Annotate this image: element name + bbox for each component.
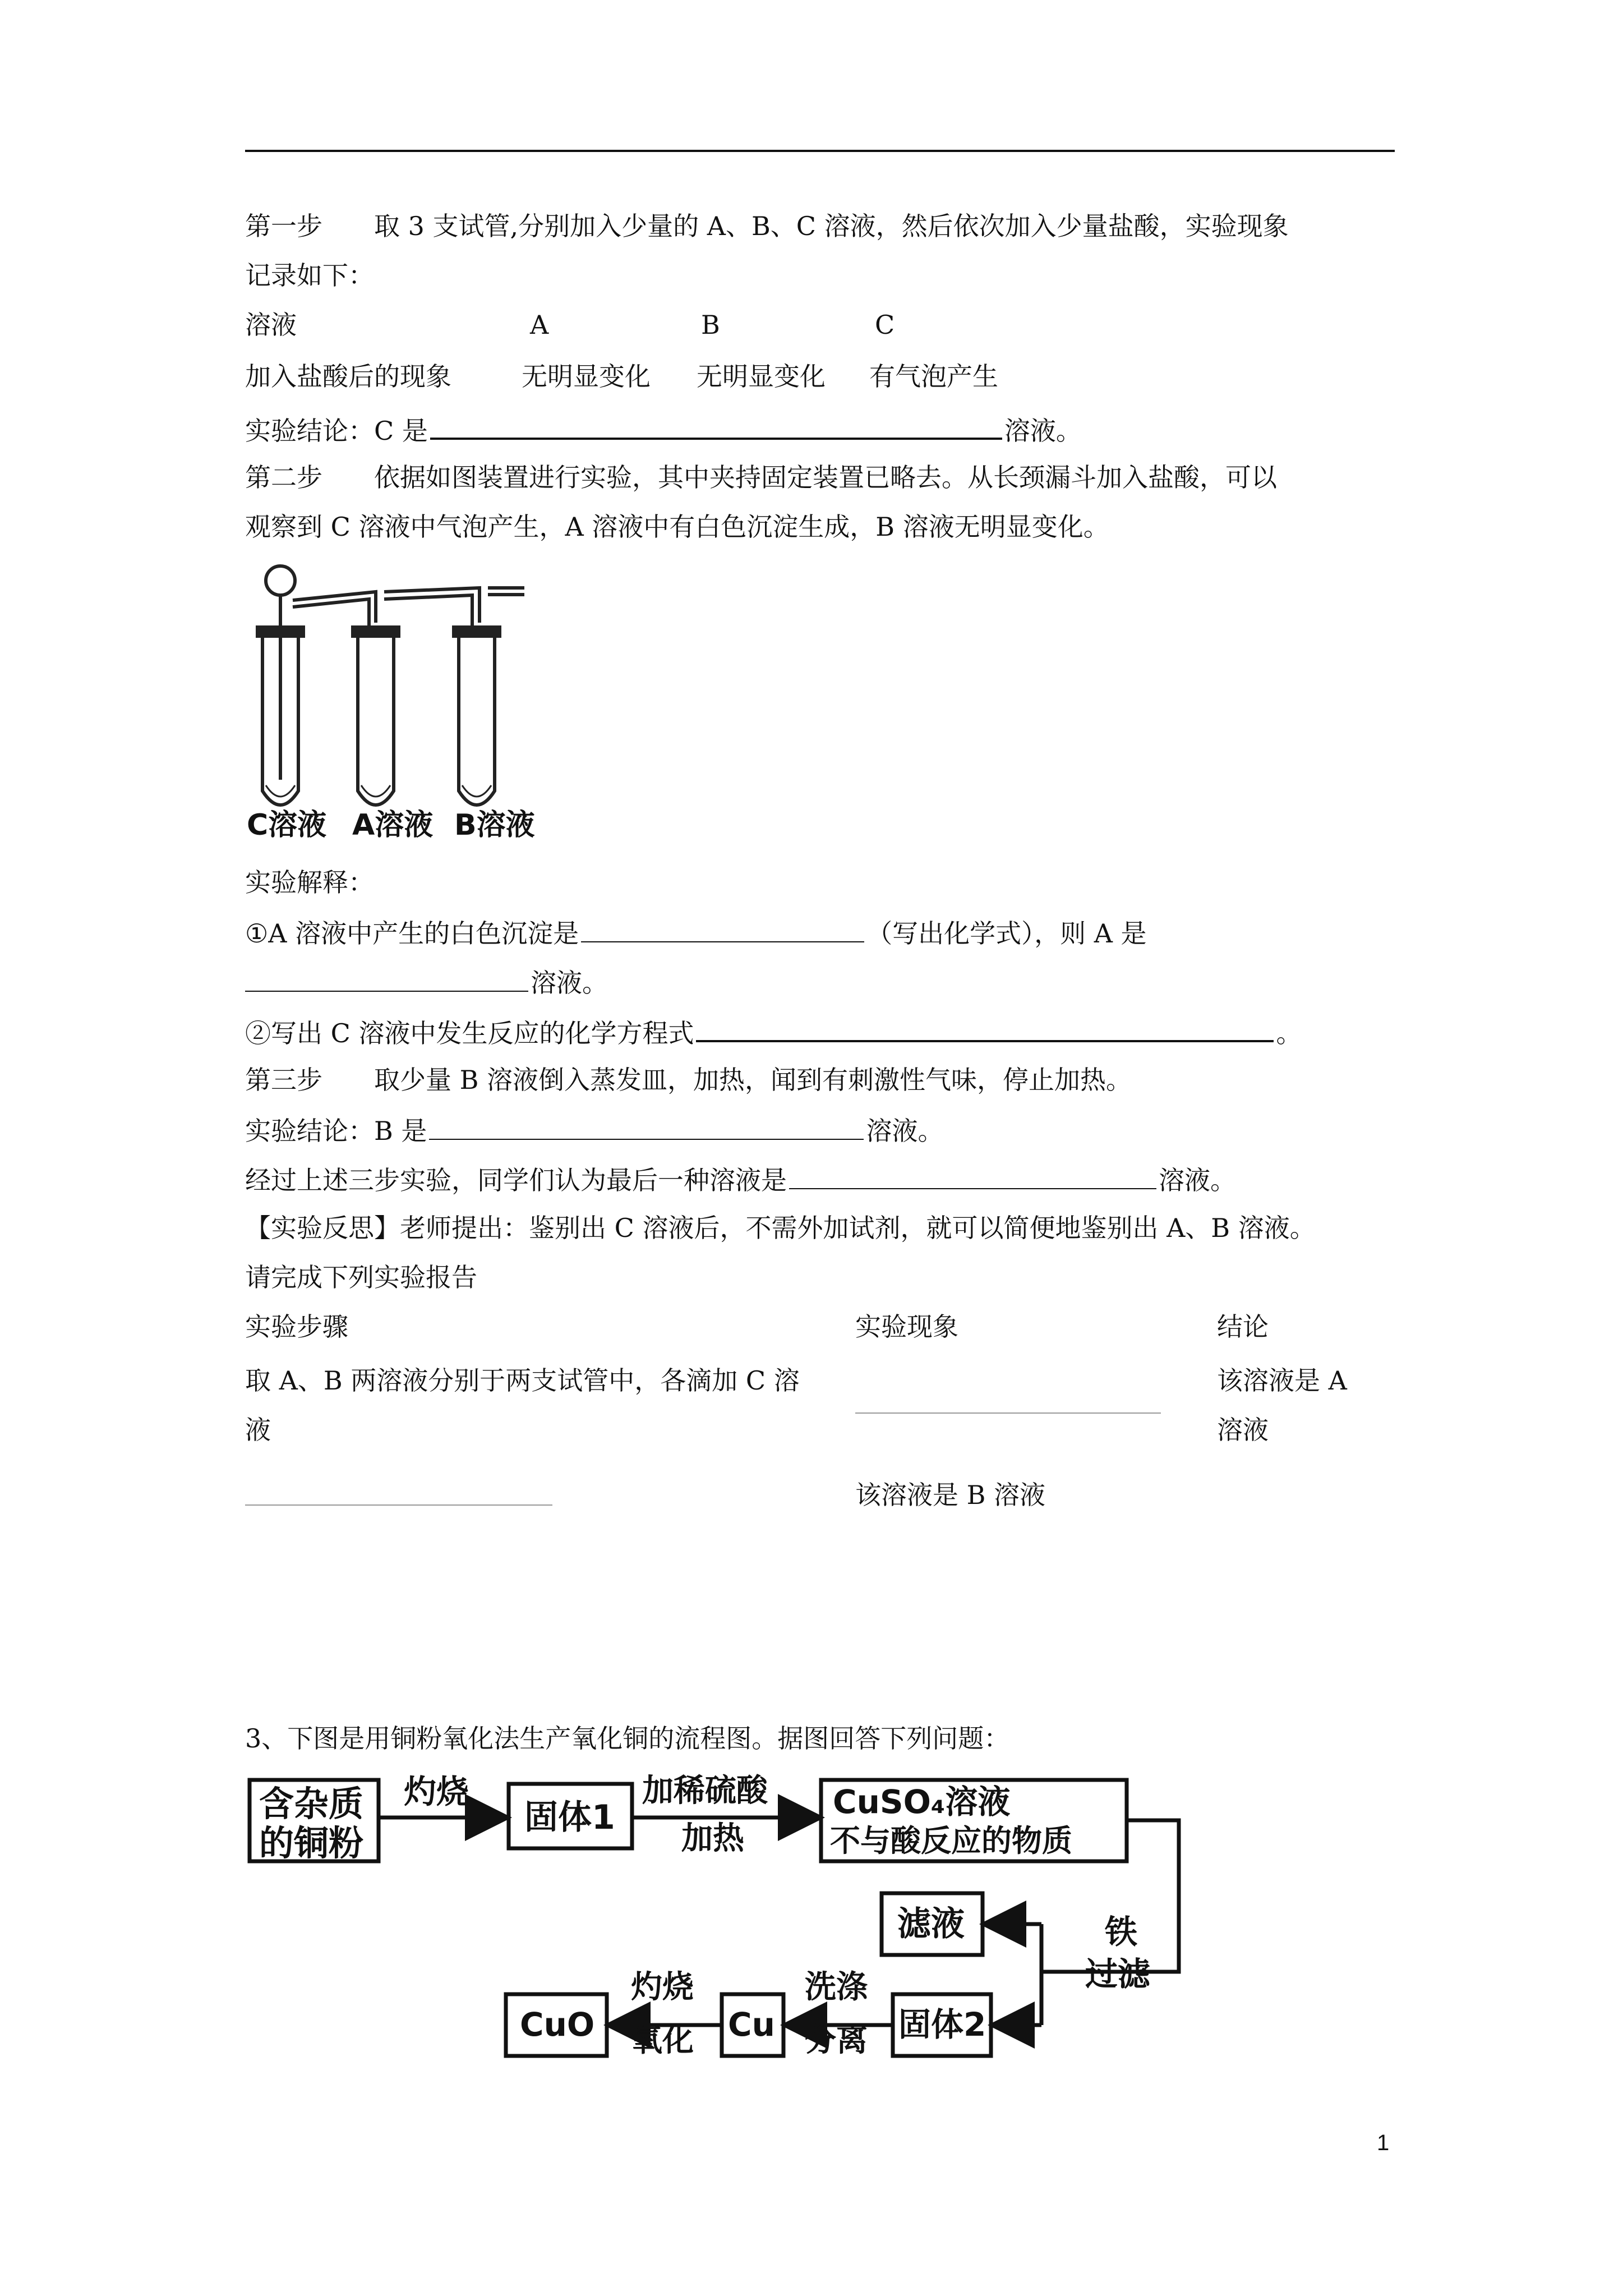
flow-chart [245,1764,1198,2067]
step3-conclusion [245,1116,943,1144]
table-cell-b: 无明显变化 [697,361,826,392]
step1-line1: 第一步 取 3 支试管,分别加入少量的 A、B、C 溶液，然后依次加入少量盐酸，实验现象 [245,211,1289,241]
test-tube-b [459,634,495,805]
final-prefix: 经过上述三步实验，同学们认为最后一种溶液是 [245,1165,787,1195]
flow-wash-bottom: 分离 [805,2022,868,2059]
answer-blank-phenomenon-a[interactable] [855,1390,1161,1418]
explanation-q2 [245,1018,1302,1046]
flow-filtrate: 滤液 [897,1904,965,1944]
flow-start-line1: 含杂质 [259,1783,364,1824]
stopper-c [256,625,305,638]
table-cell-c: 有气泡产生 [869,361,998,392]
stopper-b [452,625,501,638]
liquid-b [462,785,491,797]
answer-blank-last[interactable] [789,1166,1156,1189]
reflection-line1: 【实验反思】老师提出：鉴别出 C 溶液后，不需外加试剂，就可以简便地鉴别出 A、B 溶液。 [245,1213,1316,1243]
report-conclusion-a-line2: 溶液 [1217,1415,1269,1445]
flow-burn-bottom: 氧化 [631,2022,694,2059]
answer-blank-b[interactable] [429,1116,864,1140]
flow-arrow2-top: 加稀硫酸 [642,1773,768,1809]
step3-conclusion-prefix: 实验结论：B 是 [245,1116,427,1146]
report-header-step: 实验步骤 [245,1312,348,1342]
q1-mid: （写出化学式），则 A 是 [866,918,1147,949]
flow-start-line2: 的铜粉 [259,1823,364,1864]
table-header-b: B [701,310,720,340]
step1-conclusion-suffix: 溶液。 [1004,416,1082,446]
q1-suffix: 溶液。 [531,968,608,998]
table-header-a: A [530,310,549,340]
step3-conclusion-suffix: 溶液。 [866,1116,944,1146]
reflection-line2: 请完成下列实验报告 [245,1262,477,1292]
figure-label-b: B溶液 [454,808,535,842]
figure-label-a: A溶液 [352,808,434,842]
step2-line1: 第二步 依据如图装置进行实验，其中夹持固定装置已略去。从长颈漏斗加入盐酸，可以 [245,462,1277,493]
stopper-a [351,625,400,638]
step1-conclusion-prefix: 实验结论：C 是 [245,416,428,446]
test-tube-a [358,634,394,805]
flow-cuso4-top: CuSO₄溶液 [833,1783,1011,1821]
answer-blank-c[interactable] [430,415,1002,440]
flow-solid2: 固体2 [898,2005,986,2044]
q1-prefix: ①A 溶液中产生的白色沉淀是 [245,918,579,949]
tube-2-inner [384,595,472,628]
final-conclusion [245,1166,1236,1193]
answer-blank-a[interactable] [245,968,528,992]
tube-2 [384,588,479,623]
page-number: 1 [1377,2131,1390,2155]
final-suffix: 溶液。 [1159,1165,1236,1195]
table-header-c: C [875,310,895,340]
flow-cuo: CuO [520,2005,595,2044]
report-conclusion-a-line1: 该溶液是 A [1217,1365,1347,1396]
flow-arrow1-label: 灼烧 [404,1773,469,1811]
report-header-conclusion: 结论 [1217,1312,1269,1342]
answer-blank-phenomenon-b[interactable] [245,1482,552,1510]
report-step-line1: 取 A、B 两溶液分别于两支试管中，各滴加 C 溶 [245,1365,800,1396]
explanation-q1-line2 [245,968,608,996]
step2-line2: 观察到 C 溶液中气泡产生，A 溶液中有白色沉淀生成，B 溶液无明显变化。 [245,512,1109,542]
question3-text: 3、下图是用铜粉氧化法生产氧化铜的流程图。据图回答下列问题： [245,1723,1010,1754]
flow-cuso4-bottom: 不与酸反应的物质 [830,1823,1072,1858]
flow-side-top: 铁 [1105,1913,1138,1951]
funnel-bulb [266,566,295,595]
answer-blank-equation[interactable] [696,1018,1274,1042]
flow-side-bottom: 过滤 [1085,1955,1151,1993]
answer-blank-precipitate[interactable] [581,919,864,942]
explanation-title: 实验解释： [245,867,374,898]
table-header-solution: 溶液 [245,310,297,340]
flow-cu: Cu [728,2005,775,2044]
step1-line2: 记录如下： [245,260,374,291]
report-conclusion-b: 该溶液是 B 溶液 [855,1480,1046,1510]
report-header-phenomenon: 实验现象 [855,1312,958,1342]
step3-line1: 第三步 取少量 B 溶液倒入蒸发皿，加热，闻到有刺激性气味，停止加热。 [245,1065,1132,1095]
flow-wash-top: 洗涤 [805,1969,868,2005]
liquid-c [266,785,295,797]
figure-label-c: C溶液 [247,808,327,842]
report-step-line2: 液 [245,1415,271,1445]
step1-conclusion [245,415,1082,444]
q2-suffix: 。 [1276,1018,1302,1048]
flow-solid1: 固体1 [524,1798,615,1837]
table-cell-a: 无明显变化 [522,361,651,392]
liquid-a [361,785,390,797]
tube-1-inner [293,599,369,628]
flow-burn-top: 灼烧 [631,1969,694,2005]
apparatus-figure [247,555,538,847]
header-rule [245,150,1395,152]
q2-prefix: ②写出 C 溶液中发生反应的化学方程式 [245,1018,694,1048]
explanation-q1 [245,918,1147,949]
table-row-label: 加入盐酸后的现象 [245,361,451,392]
flow-arrow2-bottom: 加热 [681,1820,744,1857]
